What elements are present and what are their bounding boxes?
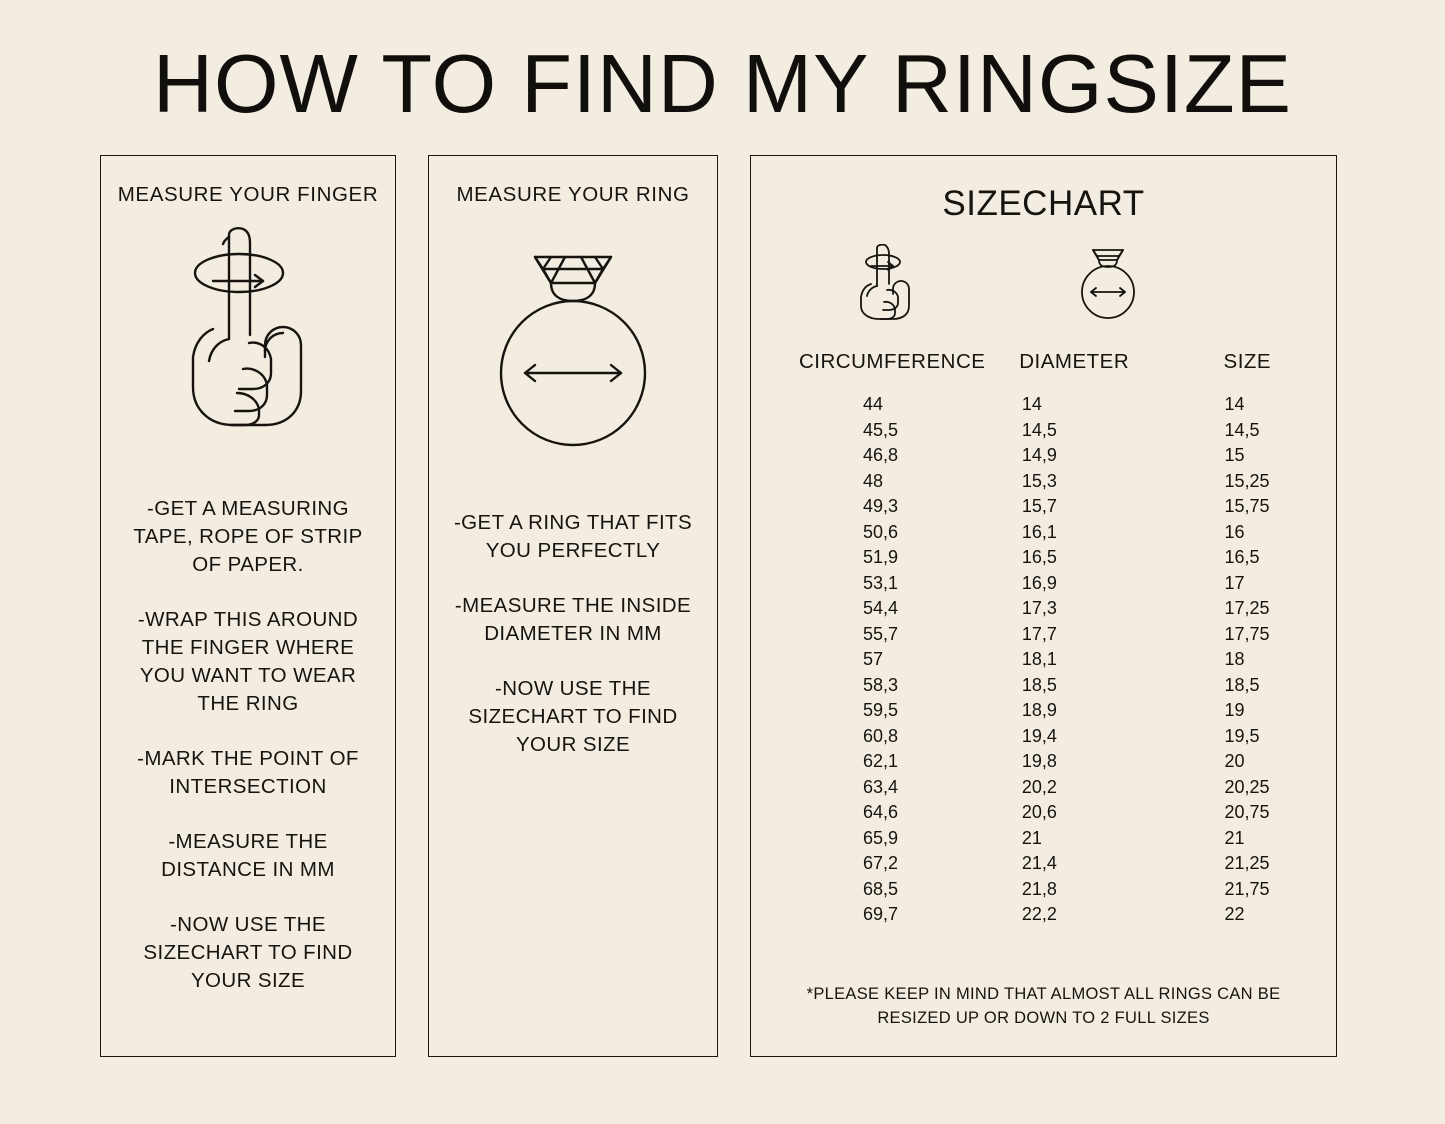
list-item: -GET A RING THAT FITS YOU PERFECTLY: [453, 511, 693, 562]
cell-diameter: 20,6: [1021, 802, 1057, 822]
cell-circumference: 64,6: [863, 802, 899, 822]
table-row: [751, 647, 1336, 673]
hand-wrapping-tape-icon: [101, 217, 395, 437]
cell-circumference: 63,4: [863, 776, 899, 797]
cell-circumference: 55,7: [863, 623, 899, 644]
cell-circumference: 45,5: [863, 419, 899, 440]
cell-diameter: 19,4: [1021, 725, 1057, 746]
cell-diameter: 16,5: [1021, 547, 1057, 567]
list-item: -WRAP THIS AROUND THE FINGER WHERE YOU WANT TO WEAR THE RING: [137, 608, 359, 715]
cell-diameter: 21,8: [1021, 878, 1057, 899]
cell-diameter: 14: [1021, 394, 1042, 414]
cell-size: 17,25: [1224, 598, 1270, 618]
cell-diameter: 19,8: [1021, 751, 1057, 771]
cell-size: 21,75: [1224, 878, 1270, 899]
cell-circumference: 54,4: [863, 598, 899, 618]
cell-size: 16: [1224, 521, 1245, 542]
table-row: [751, 443, 1336, 469]
panel-finger-heading: MEASURE YOUR FINGER: [117, 183, 379, 206]
panel-ring-steps: [429, 509, 717, 759]
column-header-size: SIZE: [1223, 350, 1272, 373]
sizechart-heading: SIZECHART: [942, 184, 1145, 223]
cell-size: 16,5: [1224, 547, 1260, 567]
list-item: -NOW USE THE SIZECHART TO FIND YOUR SIZE: [468, 677, 678, 756]
table-row: [751, 698, 1336, 724]
list-item: -MARK THE POINT OF INTERSECTION: [137, 747, 359, 798]
ring-diameter-icon: [1063, 246, 1153, 327]
cell-size: 21: [1224, 827, 1245, 848]
cell-diameter: 20,2: [1021, 776, 1057, 797]
list-item: -MEASURE THE INSIDE DIAMETER IN MM: [454, 594, 692, 645]
list-item: -NOW USE THE SIZECHART TO FIND YOUR SIZE: [143, 913, 353, 992]
table-row: [751, 392, 1336, 418]
list-item: -GET A MEASURING TAPE, ROPE OF STRIP OF PAPER.: [133, 497, 363, 576]
cell-diameter: 16,9: [1021, 572, 1057, 593]
panel-sizechart: [750, 155, 1337, 1057]
cell-circumference: 58,3: [863, 674, 899, 695]
diamond-ring-diameter-icon: [429, 221, 717, 451]
table-row: [751, 571, 1336, 597]
panel-finger-steps: [101, 495, 395, 995]
cell-circumference: 59,5: [863, 700, 899, 720]
cell-size: 19: [1224, 700, 1245, 720]
cell-diameter: 18,1: [1021, 649, 1057, 669]
cell-size: 21,25: [1224, 853, 1270, 873]
cell-size: 22: [1224, 904, 1245, 924]
cell-diameter: 18,9: [1021, 700, 1057, 720]
table-row: [751, 469, 1336, 495]
cell-circumference: 44: [863, 394, 884, 414]
table-row: [751, 851, 1336, 877]
cell-size: 20: [1224, 751, 1245, 771]
cell-circumference: 65,9: [863, 827, 899, 848]
cell-circumference: 49,3: [863, 496, 899, 516]
cell-size: 17,75: [1224, 623, 1270, 644]
table-row: [751, 545, 1336, 571]
table-row: [751, 877, 1336, 903]
cell-circumference: 67,2: [863, 853, 899, 873]
table-row: [751, 494, 1336, 520]
table-row: [751, 418, 1336, 444]
table-row: [751, 622, 1336, 648]
table-row: [751, 826, 1336, 852]
panels-container: [100, 155, 1337, 1057]
cell-size: 15: [1224, 445, 1245, 465]
cell-circumference: 69,7: [863, 904, 899, 924]
cell-circumference: 57: [863, 649, 884, 669]
hand-measure-icon: [847, 244, 927, 325]
table-row: [751, 724, 1336, 750]
sizechart-icons: [751, 244, 1336, 318]
cell-diameter: 14,9: [1021, 445, 1057, 465]
table-row: [751, 749, 1336, 775]
cell-diameter: 21,4: [1021, 853, 1057, 873]
cell-size: 14,5: [1224, 419, 1260, 440]
sizechart-table: [751, 350, 1336, 928]
panel-measure-ring: [428, 155, 718, 1057]
cell-diameter: 21: [1021, 827, 1042, 848]
table-row: [751, 902, 1336, 928]
cell-size: 18,5: [1224, 674, 1260, 695]
cell-circumference: 51,9: [863, 547, 899, 567]
cell-size: 14: [1224, 394, 1245, 414]
column-header-diameter: DIAMETER: [1019, 350, 1130, 373]
cell-size: 15,25: [1224, 470, 1270, 491]
table-row: [751, 800, 1336, 826]
table-header-row: [751, 350, 1336, 374]
cell-size: 15,75: [1224, 496, 1270, 516]
cell-circumference: 62,1: [863, 751, 899, 771]
cell-diameter: 18,5: [1021, 674, 1057, 695]
panel-ring-heading: MEASURE YOUR RING: [456, 183, 690, 206]
cell-circumference: 68,5: [863, 878, 899, 899]
cell-diameter: 15,3: [1021, 470, 1057, 491]
cell-circumference: 50,6: [863, 521, 899, 542]
cell-circumference: 60,8: [863, 725, 899, 746]
page-title: HOW TO FIND MY RINGSIZE: [153, 37, 1292, 130]
cell-diameter: 14,5: [1021, 419, 1057, 440]
cell-size: 19,5: [1224, 725, 1260, 746]
cell-diameter: 22,2: [1021, 904, 1057, 924]
cell-size: 20,75: [1224, 802, 1270, 822]
cell-circumference: 46,8: [863, 445, 899, 465]
panel-measure-finger: [100, 155, 396, 1057]
cell-circumference: 53,1: [863, 572, 899, 593]
list-item: -MEASURE THE DISTANCE IN MM: [161, 830, 335, 881]
table-row: [751, 673, 1336, 699]
cell-diameter: 16,1: [1021, 521, 1057, 542]
column-header-circumference: CIRCUMFERENCE: [799, 350, 986, 373]
cell-diameter: 17,3: [1021, 598, 1057, 618]
table-row: [751, 775, 1336, 801]
cell-size: 17: [1224, 572, 1245, 593]
table-row: [751, 520, 1336, 546]
cell-circumference: 48: [863, 470, 884, 491]
cell-diameter: 17,7: [1021, 623, 1057, 644]
cell-size: 20,25: [1224, 776, 1270, 797]
sizechart-footnote: *PLEASE KEEP IN MIND THAT ALMOST ALL RINGS CAN BE RESIZED UP OR DOWN TO 2 FULL SIZES: [806, 985, 1281, 1027]
table-row: [751, 596, 1336, 622]
cell-diameter: 15,7: [1021, 496, 1057, 516]
cell-size: 18: [1224, 649, 1245, 669]
